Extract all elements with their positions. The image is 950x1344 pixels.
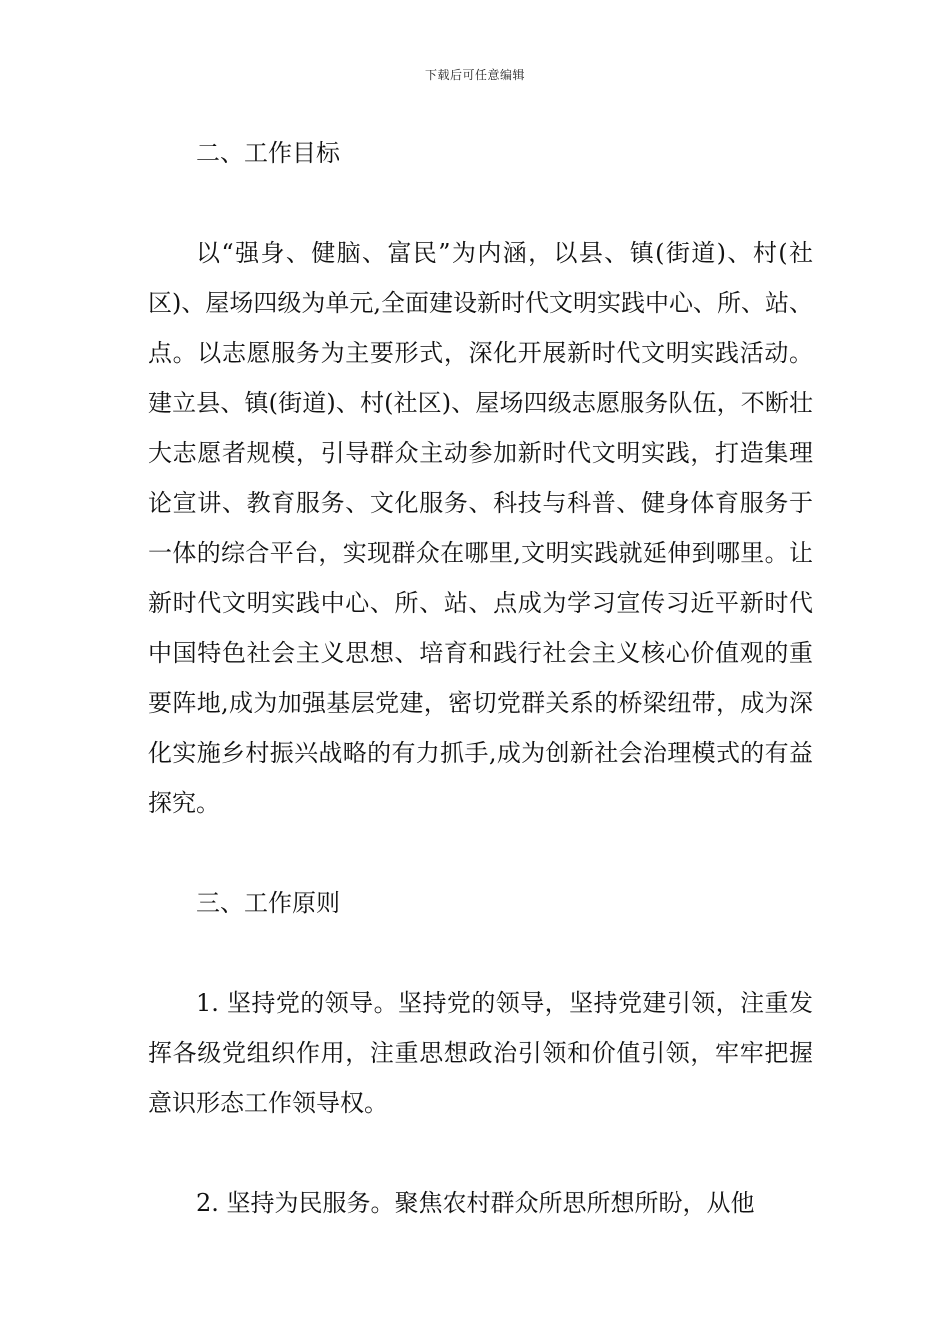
paragraph-principle-1: 1. 坚持党的领导。坚持党的领导，坚持党建引领，注重发挥各级党组织作用，注重思想政治引领和价值引领，牢牢把握意识形态工作领导权。 [148, 989, 813, 1117]
spacer [148, 178, 813, 228]
spacer [148, 828, 813, 878]
section-heading-principles: 三、工作原则 [196, 889, 340, 917]
paragraph-goals: 以“强身、健脑、富民”为内涵，以县、镇(街道)、村(社区)、屋场四级为单元,全面建设新时代文明实践中心、所、站、点。以志愿服务为主要形式，深化开展新时代文明实践活动。建立县、镇(街道)、村(社区)、屋场四级志愿服务队伍，不断壮大志愿者规模，引导群众主动参加新时代文明实践，打造集理论宣讲、教育服务、文化服务、科技与科普、健身体育服务于一体的综合平台，实现群众在哪里,文明实践就延伸到哪里。让新时代文明实践中心、所、站、点成为学习宣传习近平新时代中国特色社会主义思想、培育和践行社会主义核心价值观的重要阵地,成为加强基层党建，密切党群关系的桥梁纽带，成为深化实施乡村振兴战略的有力抓手,成为创新社会治理模式的有益探究。 [148, 239, 813, 817]
section-heading-goals: 二、工作目标 [196, 139, 340, 167]
document-body [148, 128, 813, 1228]
page-header-note: 下载后可任意编辑 [424, 68, 525, 82]
spacer [148, 928, 813, 978]
paragraph-principle-2: 2. 坚持为民服务。聚焦农村群众所思所想所盼，从他 [196, 1189, 755, 1217]
spacer [148, 1128, 813, 1178]
